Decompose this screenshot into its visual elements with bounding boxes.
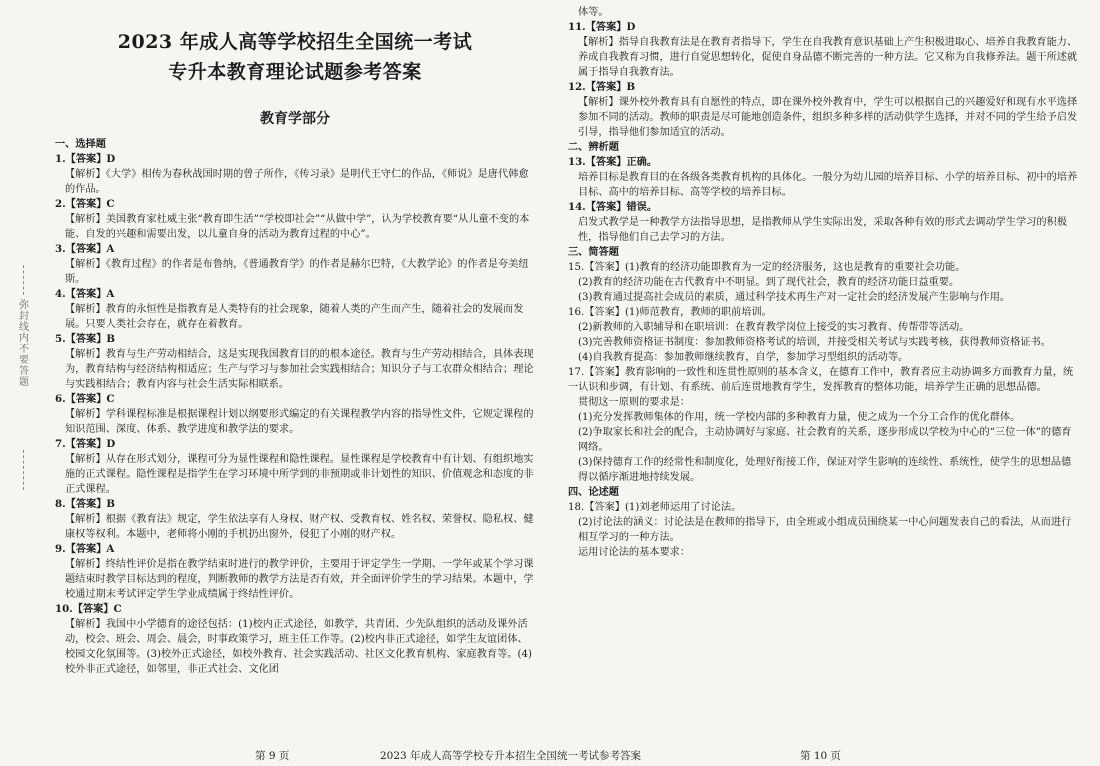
section-heading: 教育学部分 bbox=[260, 111, 330, 127]
explanation-paragraph: 【解析】《大学》相传为春秋战国时期的曾子所作，《传习录》是明代王守仁的作品，《师说》是唐代韩愈的作品。 bbox=[65, 169, 529, 195]
explanation-paragraph: 【解析】教育与生产劳动相结合，这是实现我国教育目的的根本途径。教育与生产劳动相结合，具体表现为，教育结构与经济结构相适应；生产与学习与参加社会实践相结合；知识分子与工农群众相结合；理论与实践相结合；教育内容与社会生活实际相联系。 bbox=[65, 349, 534, 390]
answer-line: 4.【答案】A bbox=[55, 288, 115, 300]
explanation-paragraph: 【解析】终结性评价是指在教学结束时进行的教学评价，主要用于评定学生一学期、一学年或某个学习课题结束时教学目标达到的程度，判断教师的教学方法是否有效，并全面评价学生的学习结果。本题中，学校通过期末考试评定学生学业成绩属于终结性评价。 bbox=[65, 559, 534, 600]
answer-paragraph: (3)教育通过提高社会成员的素质，通过科学技术再生产对一定社会的经济发展产生影响与作用。 bbox=[578, 292, 1011, 303]
answer-line: 12.【答案】B bbox=[568, 81, 636, 93]
exam-title: 2023 年成人高等学校招生全国统一考试 bbox=[117, 31, 473, 53]
answer-paragraph: (1)充分发挥教师集体的作用，统一学校内部的多种教育力量，使之成为一个分工合作的优化群体。 bbox=[578, 412, 1021, 423]
answer-line: 3.【答案】A bbox=[55, 243, 115, 255]
explanation-paragraph: 【解析】我国中小学德育的途径包括：(1)校内正式途径，如教学，共青团、少先队组织的活动及课外活动，校会、班会、周会、晨会，时事政策学习，班主任工作等。(2)校内非正式途径，如学生友谊团体、校园文化氛围等。(3)校外正式途径，如校外教育、社会实践活动、社区文化教育机构、家庭教育等。(4)校外非正式途径，如邻里，非正式社会、文化团 bbox=[65, 619, 532, 675]
answer-line: 14.【答案】错误。 bbox=[568, 201, 658, 213]
answer-paragraph: (3)保持德育工作的经常性和制度化，处理好衔接工作，保证对学生影响的连续性、系统性，使学生的思想品德得以循序渐进地持续发展。 bbox=[578, 457, 1072, 483]
section-title: 二、辨析题 bbox=[568, 141, 619, 153]
explanation-paragraph: 【解析】从存在形式划分，课程可分为显性课程和隐性课程。显性课程是学校教育中有计划、有组织地实施的正式课程。隐性课程是指学生在学习环境中所学到的非预期或非计划性的知识、价值观念和态度的非正式课程。 bbox=[65, 454, 534, 495]
answer-line: 1.【答案】D bbox=[55, 153, 116, 165]
section-title: 一、选择题 bbox=[55, 138, 106, 150]
seal-line-top bbox=[23, 265, 24, 295]
answer-paragraph: 运用讨论法的基本要求： bbox=[578, 547, 691, 558]
answer-paragraph: (2)讨论法的涵义：讨论法是在教师的指导下，由全班或小组成员围绕某一中心问题发表自己的看法，从而进行相互学习的一种方法。 bbox=[578, 517, 1072, 543]
footer-title: 2023 年成人高等学校专升本招生全国统一考试参考答案 bbox=[380, 750, 642, 762]
answer-line: 13.【答案】正确。 bbox=[568, 156, 658, 168]
page-number-right: 第 10 页 bbox=[800, 750, 842, 762]
answer-paragraph: (2)教育的经济功能在古代教育中不明显。到了现代社会，教育的经济功能日益重要。 bbox=[578, 277, 960, 288]
right-page bbox=[550, 0, 1100, 766]
seal-line-bottom bbox=[23, 450, 24, 490]
explanation-paragraph: 【解析】根据《教育法》规定，学生依法享有人身权、财产权、受教育权、姓名权、荣誉权、隐私权、健康权等权利。本题中，老师将小刚的手机扔出窗外，侵犯了小刚的财产权。 bbox=[65, 514, 534, 540]
exam-subtitle: 专升本教育理论试题参考答案 bbox=[168, 61, 422, 83]
answer-line: 6.【答案】C bbox=[55, 393, 115, 405]
seal-line-note: 弥封线内不要答题 bbox=[19, 300, 29, 388]
answer-paragraph: (2)新教师的入职辅导和在职培训：在教育教学岗位上接受的实习教育、传帮带等活动。 bbox=[578, 322, 970, 333]
page-number-left: 第 9 页 bbox=[255, 750, 290, 762]
answer-paragraph: 15.【答案】(1)教育的经济功能即教育为一定的经济服务，这也是教育的重要社会功能。 bbox=[568, 262, 966, 273]
answer-paragraph: 培养目标是教育目的在各级各类教育机构的具体化。一般分为幼儿园的培养目标、小学的培养目标、初中的培养目标、高中的培养目标、高等学校的培养目标。 bbox=[578, 172, 1078, 198]
left-column bbox=[55, 137, 535, 677]
section-title: 四、论述题 bbox=[568, 486, 619, 498]
explanation-paragraph: 【解析】美国教育家杜威主张“教育即生活”“学校即社会”“从做中学”，认为学校教育要“从儿童不变的本能、自发的兴趣和需要出发，以儿童自身的活动为教育过程的中心”。 bbox=[65, 214, 530, 240]
explanation-paragraph: 【解析】指导自我教育法是在教育者指导下，学生在自我教育意识基础上产生积极进取心、培养自我教育能力、养成自我教育习惯，进行自觉思想转化，促使自身品德不断完善的一种方法。它又称为自我修养法。题干所述就属于指导自我教育法。 bbox=[578, 37, 1078, 78]
answer-line: 10.【答案】C bbox=[55, 603, 122, 615]
answer-paragraph: 16.【答案】(1)师范教育，教师的职前培训。 bbox=[568, 307, 772, 318]
explanation-paragraph: 【解析】学科课程标准是根据课程计划以纲要形式编定的有关课程教学内容的指导性文件，它规定课程的知识范围、深度、体系、教学进度和教学法的要求。 bbox=[65, 409, 534, 435]
section-title: 三、简答题 bbox=[568, 246, 619, 258]
right-column bbox=[568, 5, 1078, 560]
answer-line: 7.【答案】D bbox=[55, 438, 116, 450]
explanation-paragraph: 体等。 bbox=[578, 7, 609, 18]
answer-line: 5.【答案】B bbox=[55, 333, 115, 345]
answer-line: 8.【答案】B bbox=[55, 498, 115, 510]
answer-paragraph: 启发式教学是一种教学方法指导思想，是指教师从学生实际出发，采取各种有效的形式去调动学生学习的积极性，指导他们自己去学习的方法。 bbox=[578, 217, 1067, 243]
answer-line: 9.【答案】A bbox=[55, 543, 115, 555]
answer-line: 11.【答案】D bbox=[568, 21, 636, 33]
answer-paragraph: (4)自我教育提高：参加教师继续教育，自学，参加学习型组织的活动等。 bbox=[578, 352, 909, 363]
answer-paragraph: (2)争取家长和社会的配合，主动协调好与家庭、社会教育的关系，逐步形成以学校为中心的“三位一体”的德育网络。 bbox=[578, 427, 1072, 453]
answer-paragraph: 18.【答案】(1)刘老师运用了讨论法。 bbox=[568, 502, 742, 513]
answer-paragraph: 贯彻这一原则的要求是： bbox=[578, 397, 691, 408]
explanation-paragraph: 【解析】课外校外教育具有自愿性的特点，即在课外校外教育中，学生可以根据自己的兴趣爱好和现有水平选择参加不同的活动。教师的职责是尽可能地创造条件，组织多种多样的活动供学生选择，并对不同的学生给予启发引导，指导他们参加适宜的活动。 bbox=[578, 97, 1078, 138]
answer-paragraph: 17.【答案】教育影响的一致性和连贯性原则的基本含义，在德育工作中，教育者应主动协调多方面教育力量，统一认识和步调，有计划、有系统、前后连贯地教育学生，发挥教育的整体功能，培养学生正确的思想品德。 bbox=[568, 367, 1074, 393]
answer-paragraph: (3)完善教师资格证书制度：参加教师资格考试的培训，并接受相关考试与实践考核，获得教师资格证书。 bbox=[578, 337, 1051, 348]
explanation-paragraph: 【解析】《教育过程》的作者是布鲁纳，《普通教育学》的作者是赫尔巴特，《大教学论》的作者是夸美纽斯。 bbox=[65, 259, 529, 285]
answer-line: 2.【答案】C bbox=[55, 198, 115, 210]
explanation-paragraph: 【解析】教育的永恒性是指教育是人类特有的社会现象，随着人类的产生而产生，随着社会的发展而发展。只要人类社会存在，就存在着教育。 bbox=[65, 304, 524, 330]
